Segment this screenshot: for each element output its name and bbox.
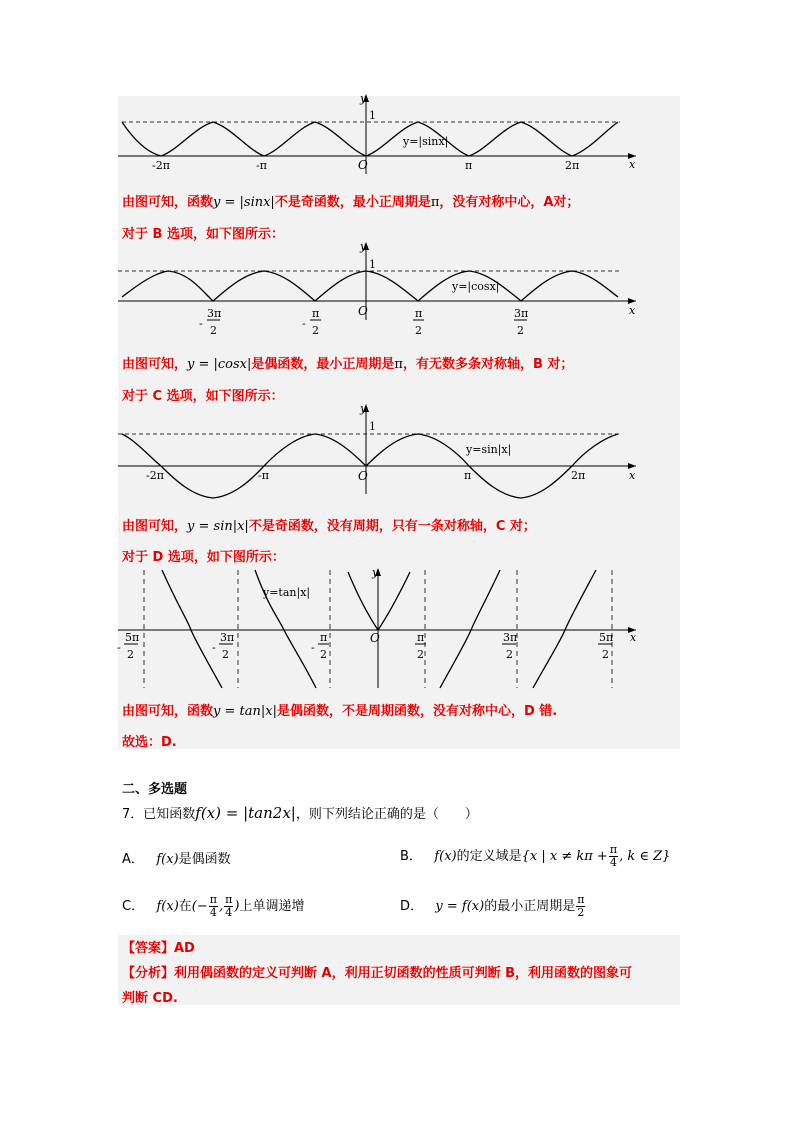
option-c[interactable]: C． f(x)在(− $\frac{\pi}{4}$ , $\frac{\pi}{4}$ )上单调递增 bbox=[122, 893, 305, 919]
tick-label-neg-3pi-2 bbox=[199, 307, 221, 337]
y-axis-label: y bbox=[360, 240, 367, 253]
tick-label: π bbox=[465, 159, 473, 172]
fraction: $\frac{\pi}{4}$ bbox=[225, 893, 233, 919]
tick-label: -π bbox=[256, 159, 267, 172]
origin-label: O bbox=[358, 304, 368, 318]
svg-text:π: π bbox=[320, 631, 328, 644]
fraction: $\frac{\pi}{4}$ bbox=[209, 893, 217, 919]
tick-label: -2π bbox=[152, 159, 170, 172]
svg-text:5π: 5π bbox=[599, 631, 614, 644]
svg-text:2: 2 bbox=[127, 648, 134, 661]
x-axis-label: x bbox=[629, 158, 636, 171]
function-label: y=|sinx| bbox=[403, 135, 449, 148]
unit-label: 1 bbox=[369, 109, 376, 122]
tick-label-neg-pi-2 bbox=[311, 631, 329, 661]
analysis-a: 由图可知，函数y = |sinx|不是奇函数，最小正周期是π，没有对称中心，A对； bbox=[122, 195, 580, 210]
intro-d: 对于 D 选项，如下图所示： bbox=[122, 550, 285, 565]
svg-text:2: 2 bbox=[417, 648, 424, 661]
svg-text:π: π bbox=[417, 631, 425, 644]
analysis-b: 由图可知，y = |cosx|是偶函数，最小正周期是π，有无数多条对称轴，B 对； bbox=[122, 357, 574, 372]
analysis-c: 由图可知，y = sin|x|不是奇函数，没有周期，只有一条对称轴，C 对； bbox=[122, 519, 536, 534]
intro-c: 对于 C 选项，如下图所示： bbox=[122, 389, 284, 404]
tick-label-3pi-2 bbox=[514, 307, 528, 337]
svg-text:3π: 3π bbox=[207, 307, 222, 320]
option-a[interactable]: A． f(x)是偶函数 bbox=[122, 852, 231, 867]
svg-text:-: - bbox=[302, 317, 306, 330]
svg-text:2: 2 bbox=[506, 648, 513, 661]
svg-text:-: - bbox=[199, 317, 203, 330]
answer-line: 【答案】AD bbox=[122, 941, 195, 956]
unit-label: 1 bbox=[369, 258, 376, 271]
analysis-d: 由图可知，函数y = tan|x|是偶函数，不是周期函数，没有对称中心，D 错. bbox=[122, 704, 558, 719]
tick-label-pi-2 bbox=[415, 631, 426, 661]
tick-label-neg-5pi-2 bbox=[117, 631, 139, 661]
svg-text:5π: 5π bbox=[125, 631, 140, 644]
tick-label-5pi-2 bbox=[598, 631, 613, 661]
graph-abs-cos bbox=[0, 240, 800, 345]
x-axis-label: x bbox=[630, 631, 637, 644]
tick-label-pi-2 bbox=[413, 307, 424, 337]
function-label: y=|cosx| bbox=[452, 280, 500, 293]
unit-label: 1 bbox=[369, 420, 376, 433]
tick-label: -2π bbox=[146, 469, 164, 482]
tick-label: π bbox=[464, 469, 472, 482]
section-title: 二、多选题 bbox=[122, 782, 188, 797]
y-axis-label: y bbox=[372, 566, 379, 579]
svg-text:2: 2 bbox=[312, 324, 319, 337]
function-label: y=tan|x| bbox=[263, 586, 311, 599]
svg-text:2: 2 bbox=[415, 324, 422, 337]
tick-label: 2π bbox=[565, 159, 580, 172]
y-axis-label: y bbox=[360, 402, 367, 415]
option-d[interactable]: D． y = f(x)的最小正周期是 $\frac{\pi}{2}$ bbox=[400, 893, 585, 919]
tick-label: -π bbox=[258, 469, 269, 482]
analysis-line: 【分析】利用偶函数的定义可判断 A，利用正切函数的性质可判断 B，利用函数的图象可 bbox=[122, 966, 633, 981]
fraction: $\frac{\pi}{2}$ bbox=[577, 893, 585, 919]
intro-b: 对于 B 选项，如下图所示： bbox=[122, 227, 284, 242]
svg-text:3π: 3π bbox=[514, 307, 529, 320]
abs-sin-curve bbox=[122, 122, 618, 156]
tick-label-neg-3pi-2 bbox=[212, 631, 234, 661]
abs-cos-curve bbox=[122, 271, 618, 301]
x-axis-label: x bbox=[629, 469, 636, 482]
graph-tan-abs bbox=[0, 566, 800, 691]
function-label: y=sin|x| bbox=[466, 443, 512, 456]
origin-label: O bbox=[370, 631, 380, 645]
svg-text:-: - bbox=[212, 641, 216, 654]
tick-label-3pi-2 bbox=[502, 631, 517, 661]
svg-text:2: 2 bbox=[210, 324, 217, 337]
option-b[interactable]: B． f(x)的定义域是{x | x ≠ kπ + $\frac{\pi}{4}$ , k ∈ Z} bbox=[400, 843, 671, 869]
final-choice: 故选：D. bbox=[122, 735, 177, 750]
analysis-line-2: 判断 CD. bbox=[122, 991, 178, 1006]
x-axis-label: x bbox=[629, 304, 636, 317]
tick-label: 2π bbox=[571, 469, 586, 482]
svg-text:2: 2 bbox=[320, 648, 327, 661]
origin-label: O bbox=[358, 158, 368, 172]
svg-text:2: 2 bbox=[222, 648, 229, 661]
svg-text:-: - bbox=[311, 641, 315, 654]
tick-label-neg-pi-2 bbox=[302, 307, 321, 337]
svg-text:-: - bbox=[117, 641, 121, 654]
graph-sin-abs bbox=[0, 402, 800, 502]
y-axis-label: y bbox=[360, 92, 367, 105]
graph-abs-sin bbox=[0, 92, 800, 177]
tan-abs-curves bbox=[162, 570, 596, 688]
svg-text:2: 2 bbox=[517, 324, 524, 337]
svg-text:2: 2 bbox=[602, 648, 609, 661]
question-stem: 7．已知函数f(x) = |tan2x|，则下列结论正确的是（ ） bbox=[122, 804, 478, 822]
svg-text:π: π bbox=[415, 307, 423, 320]
svg-text:3π: 3π bbox=[220, 631, 235, 644]
svg-text:3π: 3π bbox=[503, 631, 518, 644]
svg-text:π: π bbox=[312, 307, 320, 320]
fraction: $\frac{\pi}{4}$ bbox=[609, 843, 618, 869]
origin-label: O bbox=[358, 469, 368, 483]
